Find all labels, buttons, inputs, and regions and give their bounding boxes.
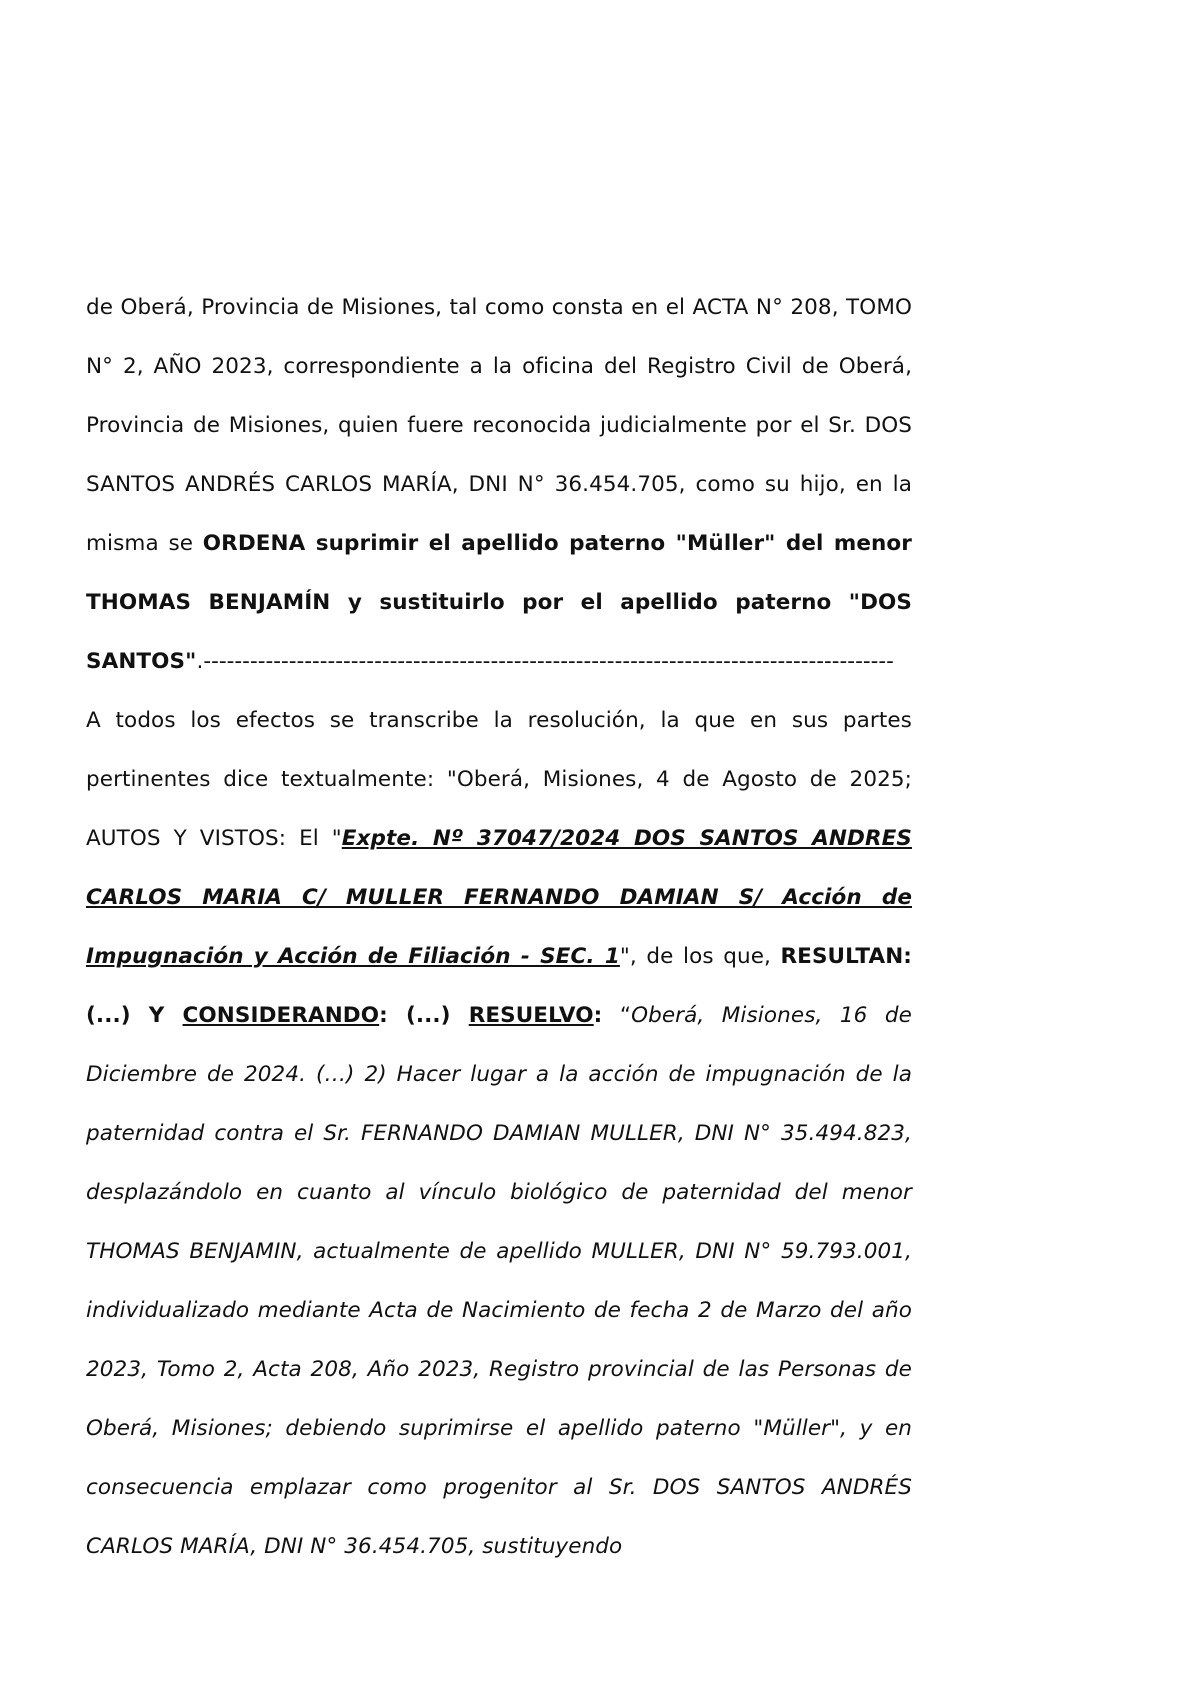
case-file-reference: Expte. Nº 37047/2024 DOS SANTOS ANDRES CARLOS MARIA C/ MULLER FERNANDO DAMIAN S/ Acción de Impugnación y Acción de Filiación - SEC. 1 bbox=[86, 826, 912, 969]
paragraph-2-intro: A todos los efectos se transcribe la resolución, la que en sus partes pertinentes dice textualmente: "Oberá, Misiones, 4 de Agosto de 2025; AUTOS Y VISTOS: El " bbox=[86, 708, 912, 851]
paragraph-1-text: de Oberá, Provincia de Misiones, tal como consta en el ACTA N° 208, TOMO N° 2, AÑO 2023, correspondiente a la oficina del Registro Civil de Oberá, Provincia de Misiones, quien fuere reconocida judicialmente por el Sr. DOS SANTOS ANDRÉS CARLOS MARÍA, DNI N° 36.454.705, como su hijo, en la misma se bbox=[86, 295, 912, 556]
resultan-label: RESULTAN: (...) Y bbox=[86, 944, 912, 1028]
order-statement: ORDENA suprimir el apellido paterno "Müller" del menor THOMAS BENJAMÍN y sustituirlo por el apellido paterno "DOS SANTOS" bbox=[86, 531, 912, 674]
resuelvo-label: RESUELVO bbox=[468, 1003, 594, 1028]
dash-fill: ----------------------------------------------------------------------------------------- bbox=[203, 649, 894, 674]
document-body bbox=[86, 278, 912, 1576]
considerando-suffix: : (...) bbox=[379, 1003, 469, 1028]
paragraph-2-connector: ", de los que, bbox=[619, 944, 781, 969]
paragraph-1 bbox=[86, 278, 912, 691]
considerando-label: CONSIDERANDO bbox=[182, 1003, 380, 1028]
open-quote: “ bbox=[602, 1003, 632, 1028]
paragraph-2 bbox=[86, 691, 912, 1576]
resolution-quote: Oberá, Misiones, 16 de Diciembre de 2024. (…) 2) Hacer lugar a la acción de impugnación de la paternidad contra el Sr. FERNANDO DAMIAN MULLER, DNI N° 35.494.823, desplazándolo en cuanto al vínculo biológico de paternidad del menor THOMAS BENJAMIN, actualmente de apellido MULLER, DNI N° 59.793.001, individualizado mediante Acta de Nacimiento de fecha 2 de Marzo del año 2023, Tomo 2, Acta 208, Año 2023, Registro provincial de las Personas de Oberá, Misiones; debiendo suprimirse el apellido paterno "Müller", y en consecuencia emplazar como progenitor al Sr. DOS SANTOS ANDRÉS CARLOS MARÍA, DNI N° 36.454.705, sustituyendo bbox=[86, 1003, 912, 1559]
resuelvo-colon: : bbox=[593, 1003, 603, 1028]
period: . bbox=[196, 649, 204, 674]
